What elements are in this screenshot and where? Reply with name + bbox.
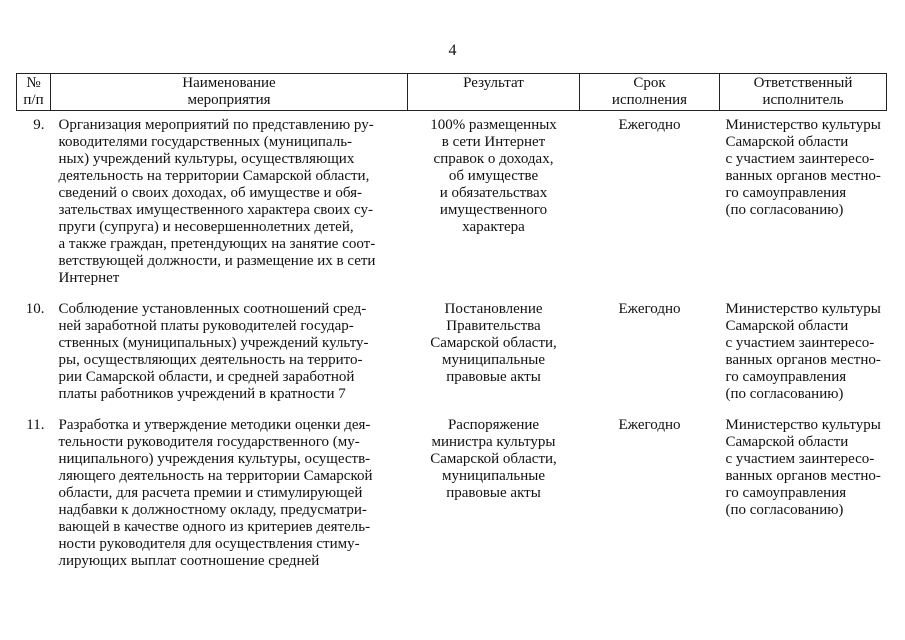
text-line: муниципальные <box>441 468 545 484</box>
text-line: Постановление <box>444 301 543 317</box>
header-result <box>408 74 580 111</box>
header-term <box>580 74 720 111</box>
text-line: надбавки к должностному окладу, предусматри- <box>58 502 367 518</box>
text-line: Разработка и утверждение методики оценки дея- <box>58 417 371 433</box>
text-line: в сети Интернет <box>441 134 546 150</box>
measure-responsible <box>720 111 887 288</box>
measure-term: Ежегодно <box>618 117 681 133</box>
text-line: вающей в качестве одного из критериев деятель- <box>58 519 371 535</box>
text-line: ниципального) учреждения культуры, осуществ- <box>58 451 371 467</box>
measure-name <box>51 287 408 403</box>
text-line: и обязательствах <box>439 185 548 201</box>
header-num-line-2: п/п <box>23 92 44 108</box>
text-line: ственных (муниципальных) учреждений культу- <box>58 335 369 351</box>
text-line: го самоуправления <box>725 485 847 501</box>
text-line: характера <box>462 219 525 235</box>
text-line: Соблюдение установленных соотношений сред- <box>58 301 367 317</box>
measure-result <box>408 403 580 570</box>
measures-table <box>16 73 887 570</box>
header-term-line-2: исполнения <box>611 92 688 108</box>
text-line: муниципальные <box>441 352 545 368</box>
text-line: об имуществе <box>448 168 539 184</box>
header-name <box>51 74 408 111</box>
text-line: ных) учреждений культуры, осуществляющих <box>58 151 355 167</box>
table-row <box>17 287 887 403</box>
text-line: справок о доходах, <box>433 151 554 167</box>
row-number: 9. <box>33 117 45 133</box>
header-num <box>17 74 51 111</box>
text-line: сведений о своих доходах, об имуществе и обя- <box>58 185 362 201</box>
measure-responsible <box>720 403 887 570</box>
text-line: имущественного <box>439 202 548 218</box>
text-line: Самарской области, <box>430 451 557 467</box>
header-responsible-line-1: Ответственный <box>753 75 853 91</box>
text-line: Самарской области <box>725 134 849 150</box>
row-number: 10. <box>25 301 45 317</box>
text-line: деятельность на территории Самарской области, <box>58 168 370 184</box>
text-line: лирующих выплат соотношение средней <box>58 553 320 569</box>
text-line: го самоуправления <box>725 369 847 385</box>
text-line: с участием заинтересо- <box>725 451 875 467</box>
text-line: тельности руководителя государственного (му- <box>58 434 360 450</box>
text-line: ней заработной платы руководителей государ- <box>58 318 354 334</box>
text-line: Самарской области <box>725 318 849 334</box>
text-line: Министерство культуры <box>725 301 881 317</box>
measure-name <box>51 403 408 570</box>
text-line: министра культуры <box>431 434 556 450</box>
text-line: Интернет <box>58 270 120 286</box>
text-line: Министерство культуры <box>725 417 881 433</box>
text-line: платы работников учреждений в кратности 7 <box>58 386 346 402</box>
text-line: ры, осуществляющих деятельность на террито- <box>58 352 363 368</box>
text-line: Самарской области, <box>430 335 557 351</box>
header-num-line-1: № <box>26 75 41 91</box>
text-line: правовые акты <box>446 369 541 385</box>
text-line: пруги (супруга) и несовершеннолетних детей, <box>58 219 354 235</box>
text-line: ляющего деятельность на территории Самарской <box>58 468 373 484</box>
header-responsible-line-2: исполнитель <box>762 92 844 108</box>
text-line: Самарской области <box>725 434 849 450</box>
text-line: с участием заинтересо- <box>725 151 875 167</box>
text-line: го самоуправления <box>725 185 847 201</box>
measure-responsible <box>720 287 887 403</box>
text-line: ванных органов местно- <box>725 352 881 368</box>
text-line: Распоряжение <box>447 417 540 433</box>
header-name-line-1: Наименование <box>182 75 276 91</box>
page-number: 4 <box>448 42 457 59</box>
text-line: а также граждан, претендующих на занятие соот- <box>58 236 376 252</box>
text-line: 100% размещенных <box>430 117 557 133</box>
header-responsible <box>720 74 887 111</box>
measure-result <box>408 287 580 403</box>
text-line: ветствующей должности, и размещение их в сети <box>58 253 376 269</box>
measure-name <box>51 111 408 288</box>
text-line: (по согласованию) <box>725 202 844 218</box>
text-line: Правительства <box>446 318 541 334</box>
text-line: ванных органов местно- <box>725 468 881 484</box>
row-number: 11. <box>26 417 45 433</box>
text-line: Организация мероприятий по представлению ру- <box>58 117 374 133</box>
text-line: с участием заинтересо- <box>725 335 875 351</box>
table-body <box>17 111 887 571</box>
header-term-line-1: Срок <box>633 75 666 91</box>
text-line: ности руководителя для осуществления стиму- <box>58 536 360 552</box>
header-result-line-1: Результат <box>463 75 524 91</box>
table-row <box>17 403 887 570</box>
text-line: Министерство культуры <box>725 117 881 133</box>
table-row <box>17 111 887 288</box>
text-line: ководителями государственных (муниципаль- <box>58 134 353 150</box>
measure-term: Ежегодно <box>618 301 681 317</box>
text-line: ванных органов местно- <box>725 168 881 184</box>
measure-term: Ежегодно <box>618 417 681 433</box>
text-line: зательствах имущественного характера своих су- <box>58 202 373 218</box>
text-line: рии Самарской области, и средней заработной <box>58 369 355 385</box>
table-header <box>17 74 887 111</box>
measure-result <box>408 111 580 288</box>
text-line: (по согласованию) <box>725 386 844 402</box>
text-line: правовые акты <box>446 485 541 501</box>
text-line: (по согласованию) <box>725 502 844 518</box>
text-line: области, для расчета премии и стимулирующей <box>58 485 363 501</box>
header-name-line-2: мероприятия <box>187 92 271 108</box>
